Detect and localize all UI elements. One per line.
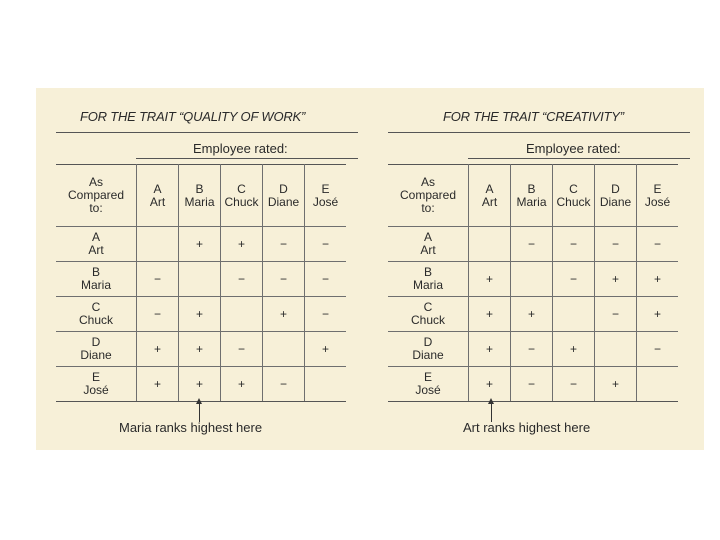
column-letter: D <box>611 181 620 196</box>
rating-cell: + <box>221 367 263 402</box>
column-header-art <box>469 165 511 227</box>
row-label-josé <box>388 367 469 402</box>
column-header-diane <box>263 165 305 227</box>
rating-cell: + <box>469 297 511 332</box>
rating-cell: − <box>553 262 595 297</box>
column-header-chuck <box>553 165 595 227</box>
row-name: Art <box>420 243 436 257</box>
row-label-art <box>56 227 137 262</box>
rating-cell: − <box>263 367 305 402</box>
column-header-chuck <box>221 165 263 227</box>
rating-cell <box>469 227 511 262</box>
rating-cell: − <box>221 332 263 367</box>
rating-cell: − <box>511 367 553 402</box>
rating-cell <box>263 332 305 367</box>
rating-cell <box>511 262 553 297</box>
right-comparison-table <box>388 164 678 402</box>
left-highest-note: Maria ranks highest here <box>119 420 263 435</box>
row-letter: E <box>423 370 432 384</box>
row-label-chuck <box>56 297 137 332</box>
rating-cell: + <box>553 332 595 367</box>
header-row <box>56 165 346 227</box>
row-label-maria <box>388 262 469 297</box>
table-row <box>56 262 346 297</box>
table-row <box>56 227 346 262</box>
row-label-josé <box>56 367 137 402</box>
rating-cell: + <box>469 332 511 367</box>
row-name: Chuck <box>78 313 113 327</box>
column-name: Maria <box>184 194 215 209</box>
right-trait-title: FOR THE TRAIT “CREATIVITY” <box>443 109 624 124</box>
rating-cell: + <box>179 332 221 367</box>
rating-cell: + <box>179 367 221 402</box>
row-name: Art <box>88 243 104 257</box>
column-letter: E <box>321 181 330 196</box>
row-label-chuck <box>388 297 469 332</box>
left-trait-title: FOR THE TRAIT “QUALITY OF WORK” <box>80 109 306 124</box>
row-letter: C <box>423 300 433 314</box>
table-row <box>388 367 678 402</box>
rating-cell: − <box>263 227 305 262</box>
column-letter: B <box>527 181 536 196</box>
row-letter: B <box>423 265 432 279</box>
left-employee-rated-rule <box>136 158 358 159</box>
rating-cell: + <box>469 262 511 297</box>
rating-cell: + <box>305 332 347 367</box>
row-name: Diane <box>80 348 112 362</box>
row-letter: D <box>423 335 433 349</box>
column-letter: D <box>279 181 288 196</box>
column-header-diane <box>595 165 637 227</box>
row-name: Chuck <box>410 313 445 327</box>
column-name: Diane <box>599 194 632 209</box>
corner-label <box>56 165 137 227</box>
rating-cell: − <box>305 297 347 332</box>
column-name: Diane <box>267 194 300 209</box>
column-header-josé <box>637 165 679 227</box>
column-letter: A <box>153 181 162 196</box>
rating-cell: + <box>637 297 679 332</box>
corner-label-line: to: <box>421 201 435 215</box>
rating-cell <box>305 367 347 402</box>
rating-cell: + <box>179 297 221 332</box>
table-row <box>56 332 346 367</box>
rating-cell: − <box>553 227 595 262</box>
row-label-diane <box>56 332 137 367</box>
row-label-art <box>388 227 469 262</box>
row-name: Maria <box>80 278 111 292</box>
column-name: Art <box>481 194 498 209</box>
rating-cell: − <box>553 367 595 402</box>
corner-label <box>388 165 469 227</box>
row-label-maria <box>56 262 137 297</box>
table-row <box>56 297 346 332</box>
column-letter: C <box>237 181 246 196</box>
column-letter: B <box>195 181 204 196</box>
figure-panel <box>36 88 704 450</box>
row-name: José <box>415 383 441 397</box>
row-letter: E <box>91 370 100 384</box>
table-row <box>388 262 678 297</box>
rating-cell: + <box>137 332 179 367</box>
corner-label-line: to: <box>89 201 103 215</box>
rating-cell: + <box>511 297 553 332</box>
column-header-maria <box>511 165 553 227</box>
row-name: Diane <box>412 348 444 362</box>
row-letter: C <box>91 300 101 314</box>
rating-cell: − <box>221 262 263 297</box>
rating-cell <box>637 367 679 402</box>
column-letter: C <box>569 181 578 196</box>
right-title-rule <box>388 132 690 133</box>
rating-cell: + <box>469 367 511 402</box>
column-header-josé <box>305 165 347 227</box>
rating-cell <box>553 297 595 332</box>
row-letter: A <box>423 230 432 244</box>
column-name: Chuck <box>556 194 591 209</box>
rating-cell: − <box>595 227 637 262</box>
rating-cell <box>221 297 263 332</box>
rating-cell: − <box>263 262 305 297</box>
column-letter: E <box>653 181 662 196</box>
rating-cell: − <box>595 297 637 332</box>
rating-cell <box>595 332 637 367</box>
column-name: Chuck <box>224 194 259 209</box>
rating-cell: − <box>511 227 553 262</box>
column-header-art <box>137 165 179 227</box>
rating-cell <box>137 227 179 262</box>
table-row <box>388 297 678 332</box>
table-row <box>388 227 678 262</box>
row-name: Maria <box>412 278 443 292</box>
rating-cell: − <box>637 332 679 367</box>
rating-cell: − <box>305 262 347 297</box>
row-label-diane <box>388 332 469 367</box>
table-row <box>388 332 678 367</box>
corner-label-line: As <box>88 175 103 189</box>
column-name: José <box>312 194 339 209</box>
rating-cell: + <box>637 262 679 297</box>
column-name: Art <box>149 194 166 209</box>
corner-label-line: As <box>420 175 435 189</box>
row-letter: B <box>91 265 100 279</box>
rating-cell: + <box>595 262 637 297</box>
column-letter: A <box>485 181 494 196</box>
right-arrow-head <box>488 398 494 404</box>
rating-cell: − <box>137 262 179 297</box>
rating-cell: − <box>137 297 179 332</box>
rating-cell: + <box>595 367 637 402</box>
left-arrow-head <box>196 398 202 404</box>
header-row <box>388 165 678 227</box>
column-name: José <box>644 194 671 209</box>
right-highest-note: Art ranks highest here <box>463 420 591 435</box>
rating-cell: + <box>137 367 179 402</box>
right-employee-rated-rule <box>468 158 690 159</box>
row-name: José <box>83 383 109 397</box>
left-employee-rated-label: Employee rated: <box>193 141 288 156</box>
rating-cell: + <box>221 227 263 262</box>
rating-cell <box>179 262 221 297</box>
left-title-rule <box>56 132 358 133</box>
row-letter: A <box>91 230 100 244</box>
row-letter: D <box>91 335 101 349</box>
corner-label-line: Compared <box>399 188 457 202</box>
rating-cell: + <box>179 227 221 262</box>
rating-cell: − <box>511 332 553 367</box>
corner-label-line: Compared <box>67 188 125 202</box>
table-row <box>56 367 346 402</box>
rating-cell: − <box>637 227 679 262</box>
column-name: Maria <box>516 194 547 209</box>
rating-cell: + <box>263 297 305 332</box>
column-header-maria <box>179 165 221 227</box>
left-comparison-table <box>56 164 346 402</box>
right-employee-rated-label: Employee rated: <box>526 141 621 156</box>
rating-cell: − <box>305 227 347 262</box>
